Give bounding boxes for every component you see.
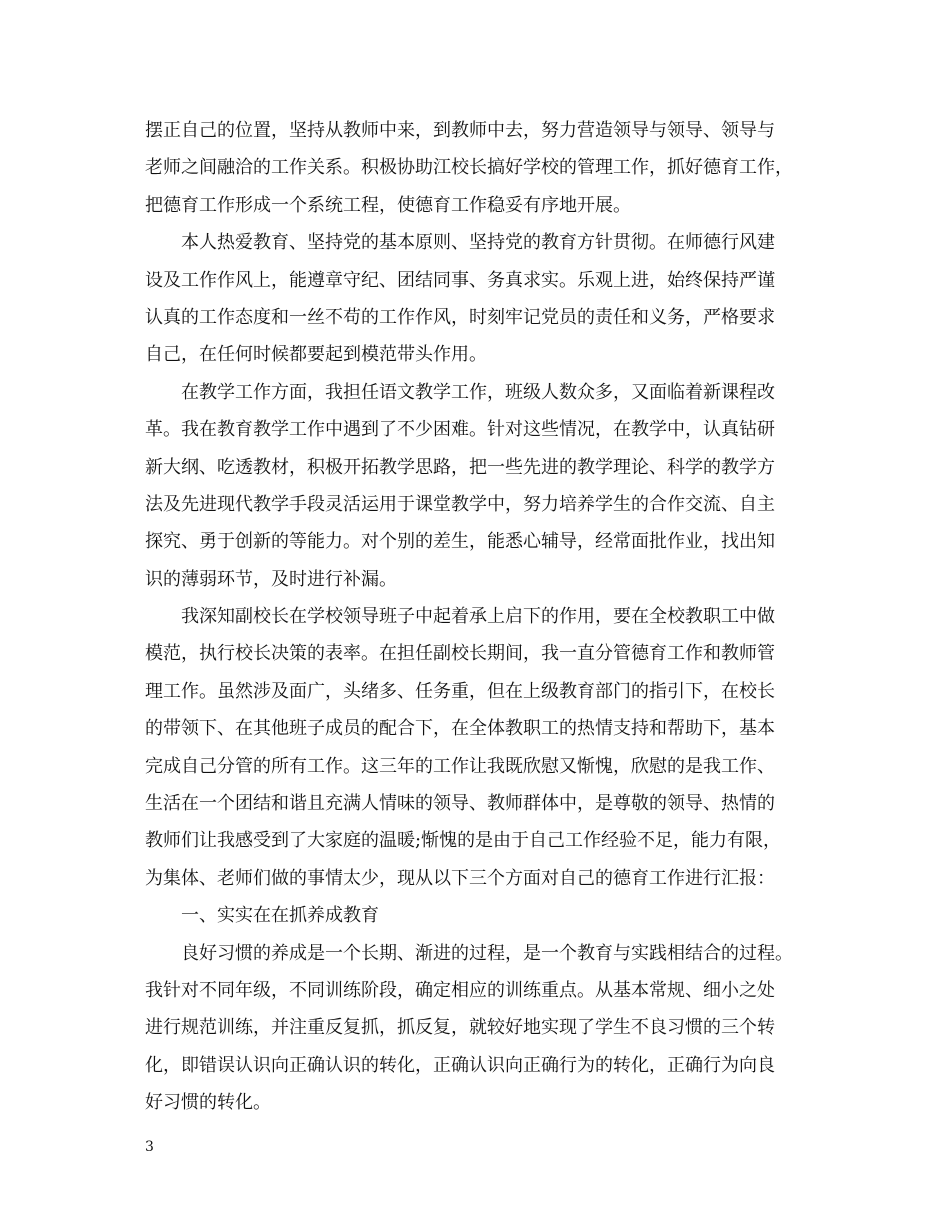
- paragraph-start-line: 我深知副校长在学校领导班子中起着承上启下的作用，要在全校教职工中做: [181, 606, 775, 628]
- text-line: 化，即错误认识向正确认识的转化，正确认识向正确行为的转化，正确行为向良: [145, 1054, 775, 1076]
- text-line: 认真的工作态度和一丝不苟的工作作风，时刻牢记党员的责任和义务，严格要求: [145, 306, 775, 328]
- paragraph-start-line: 在教学工作方面，我担任语文教学工作，班级人数众多，又面临着新课程改: [181, 381, 775, 403]
- text-line: 我针对不同年级，不同训练阶段，确定相应的训练重点。从基本常规、细小之处: [145, 979, 775, 1001]
- text-line: 摆正自己的位置，坚持从教师中来，到教师中去，努力营造领导与领导、领导与: [145, 120, 775, 141]
- text-line: 为集体、老师们做的事情太少，现从以下三个方面对自己的德育工作进行汇报：: [145, 867, 775, 889]
- page-number: 3: [145, 1139, 154, 1155]
- text-line: 老师之间融洽的工作关系。积极协助江校长搞好学校的管理工作，抓好德育工作，: [145, 157, 793, 179]
- text-line: 革。我在教育教学工作中遇到了不少困难。针对这些情况，在教学中，认真钻研: [145, 419, 775, 441]
- text-line: 把德育工作形成一个系统工程，使德育工作稳妥有序地开展。: [145, 194, 631, 216]
- text-line: 新大纲、吃透教材，积极开拓教学思路，把一些先进的教学理论、科学的教学方: [145, 456, 775, 478]
- paragraph-start-line: 良好习惯的养成是一个长期、渐进的过程，是一个教育与实践相结合的过程。: [181, 942, 793, 964]
- section-heading: 一、实实在在抓养成教育: [181, 905, 379, 927]
- text-line: 设及工作作风上，能遵章守纪、团结同事、务真求实。乐观上进，始终保持严谨: [145, 269, 775, 291]
- text-line: 好习惯的转化。: [145, 1092, 271, 1114]
- text-line: 自己，在任何时候都要起到模范带头作用。: [145, 344, 487, 366]
- paragraph-start-line: 本人热爱教育、坚持党的基本原则、坚持党的教育方针贯彻。在师德行风建: [181, 232, 775, 254]
- text-line: 识的薄弱环节，及时进行补漏。: [145, 568, 397, 590]
- text-line: 的带领下、在其他班子成员的配合下，在全体教职工的热情支持和帮助下，基本: [145, 718, 775, 740]
- text-line: 完成自己分管的所有工作。这三年的工作让我既欣慰又惭愧，欣慰的是我工作、: [145, 755, 775, 777]
- text-line: 法及先进现代教学手段灵活运用于课堂教学中，努力培养学生的合作交流、自主: [145, 493, 775, 515]
- body-text: [145, 112, 810, 1122]
- text-line: 进行规范训练，并注重反复抓，抓反复，就较好地实现了学生不良习惯的三个转: [145, 1017, 775, 1039]
- text-line: 模范，执行校长决策的表率。在担任副校长期间，我一直分管德育工作和教师管: [145, 643, 775, 665]
- text-line: 理工作。虽然涉及面广，头绪多、任务重，但在上级教育部门的指引下，在校长: [145, 680, 775, 702]
- text-line: 生活在一个团结和谐且充满人情味的领导、教师群体中，是尊敬的领导、热情的: [145, 793, 775, 815]
- text-line: 探究、勇于创新的等能力。对个别的差生，能悉心辅导，经常面批作业，找出知: [145, 531, 775, 553]
- text-line: 教师们让我感受到了大家庭的温暖;惭愧的是由于自己工作经验不足，能力有限，: [145, 830, 782, 852]
